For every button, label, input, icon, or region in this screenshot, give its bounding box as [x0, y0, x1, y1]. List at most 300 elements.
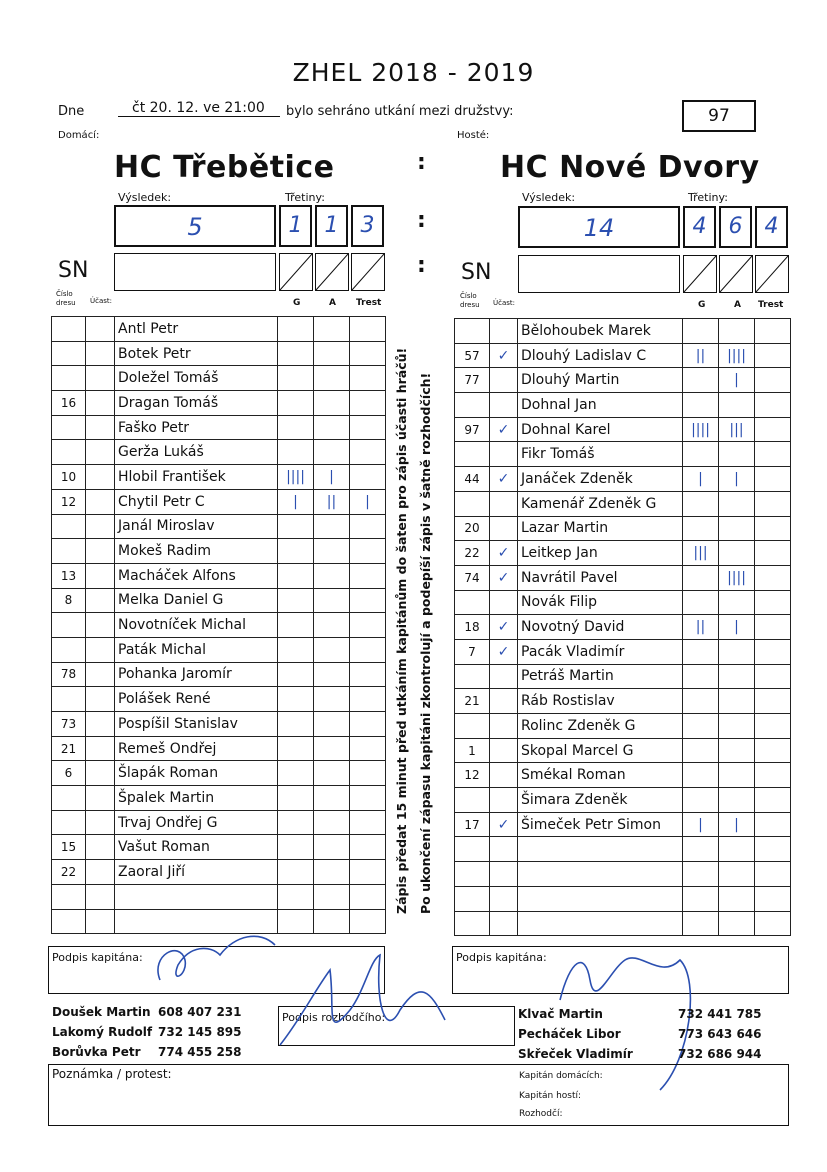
- player-a-cell[interactable]: [719, 689, 755, 714]
- player-num-cell[interactable]: [52, 687, 86, 712]
- player-num-cell[interactable]: 1: [455, 738, 490, 763]
- player-name-cell[interactable]: Vašut Roman: [115, 835, 278, 860]
- player-part-cell[interactable]: [490, 862, 518, 887]
- player-g-cell[interactable]: [683, 763, 719, 788]
- player-g-cell[interactable]: [683, 516, 719, 541]
- player-part-cell[interactable]: [490, 837, 518, 862]
- player-num-cell[interactable]: 44: [455, 467, 490, 492]
- player-name-cell[interactable]: Rolinc Zdeněk G: [518, 714, 683, 739]
- player-g-cell[interactable]: [278, 588, 314, 613]
- player-part-cell[interactable]: [490, 689, 518, 714]
- player-name-cell[interactable]: Novák Filip: [518, 590, 683, 615]
- player-g-cell[interactable]: [278, 514, 314, 539]
- player-num-cell[interactable]: 21: [52, 736, 86, 761]
- player-a-cell[interactable]: ||: [314, 489, 350, 514]
- player-g-cell[interactable]: [683, 837, 719, 862]
- player-t-cell[interactable]: [755, 664, 791, 689]
- player-t-cell[interactable]: [350, 909, 386, 934]
- player-a-cell[interactable]: |: [719, 467, 755, 492]
- player-g-cell[interactable]: [278, 761, 314, 786]
- player-num-cell[interactable]: 12: [52, 489, 86, 514]
- player-g-cell[interactable]: [278, 366, 314, 391]
- player-num-cell[interactable]: [52, 786, 86, 811]
- player-g-cell[interactable]: [278, 810, 314, 835]
- player-g-cell[interactable]: [278, 613, 314, 638]
- player-a-cell[interactable]: [719, 664, 755, 689]
- player-name-cell[interactable]: Gerža Lukáš: [115, 440, 278, 465]
- player-num-cell[interactable]: [52, 415, 86, 440]
- player-a-cell[interactable]: [719, 714, 755, 739]
- player-num-cell[interactable]: [52, 884, 86, 909]
- player-num-cell[interactable]: 10: [52, 465, 86, 490]
- player-a-cell[interactable]: [719, 590, 755, 615]
- player-t-cell[interactable]: [350, 366, 386, 391]
- player-name-cell[interactable]: [115, 884, 278, 909]
- player-t-cell[interactable]: [755, 738, 791, 763]
- player-num-cell[interactable]: [455, 590, 490, 615]
- player-a-cell[interactable]: |: [314, 465, 350, 490]
- player-t-cell[interactable]: [755, 565, 791, 590]
- player-t-cell[interactable]: [755, 886, 791, 911]
- player-part-cell[interactable]: [490, 393, 518, 418]
- player-part-cell[interactable]: [86, 712, 115, 737]
- player-a-cell[interactable]: ||||: [719, 343, 755, 368]
- player-name-cell[interactable]: Pohanka Jaromír: [115, 662, 278, 687]
- player-a-cell[interactable]: [314, 514, 350, 539]
- player-a-cell[interactable]: [314, 909, 350, 934]
- player-t-cell[interactable]: [350, 588, 386, 613]
- player-name-cell[interactable]: Šimeček Petr Simon: [518, 812, 683, 837]
- player-t-cell[interactable]: [755, 590, 791, 615]
- player-g-cell[interactable]: [278, 736, 314, 761]
- player-name-cell[interactable]: Janáček Zdeněk: [518, 467, 683, 492]
- player-g-cell[interactable]: [278, 440, 314, 465]
- player-g-cell[interactable]: [683, 368, 719, 393]
- player-g-cell[interactable]: ||||: [683, 417, 719, 442]
- player-t-cell[interactable]: [755, 368, 791, 393]
- player-name-cell[interactable]: Pacák Vladimír: [518, 639, 683, 664]
- player-num-cell[interactable]: 73: [52, 712, 86, 737]
- player-t-cell[interactable]: [350, 786, 386, 811]
- player-g-cell[interactable]: [278, 637, 314, 662]
- player-part-cell[interactable]: [86, 736, 115, 761]
- player-name-cell[interactable]: Pospíšil Stanislav: [115, 712, 278, 737]
- player-num-cell[interactable]: [455, 442, 490, 467]
- player-t-cell[interactable]: [350, 736, 386, 761]
- player-a-cell[interactable]: [314, 637, 350, 662]
- player-num-cell[interactable]: [455, 319, 490, 344]
- player-part-cell[interactable]: [490, 368, 518, 393]
- player-part-cell[interactable]: [490, 319, 518, 344]
- player-a-cell[interactable]: [314, 317, 350, 342]
- player-part-cell[interactable]: ✓: [490, 615, 518, 640]
- player-name-cell[interactable]: Špalek Martin: [115, 786, 278, 811]
- player-g-cell[interactable]: [278, 539, 314, 564]
- player-num-cell[interactable]: [52, 341, 86, 366]
- player-part-cell[interactable]: [86, 786, 115, 811]
- player-name-cell[interactable]: Šlapák Roman: [115, 761, 278, 786]
- player-num-cell[interactable]: [52, 514, 86, 539]
- player-g-cell[interactable]: [278, 662, 314, 687]
- player-t-cell[interactable]: [350, 712, 386, 737]
- player-g-cell[interactable]: [683, 788, 719, 813]
- player-t-cell[interactable]: [350, 662, 386, 687]
- player-name-cell[interactable]: Remeš Ondřej: [115, 736, 278, 761]
- player-g-cell[interactable]: |: [278, 489, 314, 514]
- player-part-cell[interactable]: [490, 491, 518, 516]
- player-num-cell[interactable]: 20: [455, 516, 490, 541]
- player-a-cell[interactable]: [719, 541, 755, 566]
- player-part-cell[interactable]: ✓: [490, 541, 518, 566]
- player-part-cell[interactable]: [86, 391, 115, 416]
- player-num-cell[interactable]: 57: [455, 343, 490, 368]
- player-num-cell[interactable]: [455, 664, 490, 689]
- player-num-cell[interactable]: [52, 366, 86, 391]
- player-part-cell[interactable]: [86, 687, 115, 712]
- player-part-cell[interactable]: [86, 835, 115, 860]
- player-t-cell[interactable]: [350, 687, 386, 712]
- player-part-cell[interactable]: [490, 911, 518, 936]
- player-num-cell[interactable]: 8: [52, 588, 86, 613]
- player-g-cell[interactable]: [683, 689, 719, 714]
- player-num-cell[interactable]: 16: [52, 391, 86, 416]
- player-num-cell[interactable]: 21: [455, 689, 490, 714]
- player-name-cell[interactable]: Navrátil Pavel: [518, 565, 683, 590]
- player-part-cell[interactable]: [86, 884, 115, 909]
- player-name-cell[interactable]: Macháček Alfons: [115, 563, 278, 588]
- player-a-cell[interactable]: [719, 911, 755, 936]
- player-g-cell[interactable]: [683, 442, 719, 467]
- player-t-cell[interactable]: [755, 467, 791, 492]
- player-name-cell[interactable]: Janál Miroslav: [115, 514, 278, 539]
- player-a-cell[interactable]: [719, 319, 755, 344]
- player-t-cell[interactable]: [755, 393, 791, 418]
- player-num-cell[interactable]: 97: [455, 417, 490, 442]
- player-part-cell[interactable]: [86, 341, 115, 366]
- player-t-cell[interactable]: [755, 714, 791, 739]
- player-a-cell[interactable]: |: [719, 812, 755, 837]
- player-g-cell[interactable]: [683, 565, 719, 590]
- player-a-cell[interactable]: [314, 687, 350, 712]
- player-num-cell[interactable]: [52, 909, 86, 934]
- player-t-cell[interactable]: [350, 613, 386, 638]
- player-num-cell[interactable]: 77: [455, 368, 490, 393]
- player-a-cell[interactable]: [719, 738, 755, 763]
- player-t-cell[interactable]: [755, 837, 791, 862]
- player-g-cell[interactable]: [278, 712, 314, 737]
- player-a-cell[interactable]: [719, 837, 755, 862]
- player-part-cell[interactable]: [86, 637, 115, 662]
- player-t-cell[interactable]: [755, 319, 791, 344]
- player-t-cell[interactable]: [755, 639, 791, 664]
- player-name-cell[interactable]: Zaoral Jiří: [115, 860, 278, 885]
- player-part-cell[interactable]: [86, 415, 115, 440]
- player-name-cell[interactable]: Hlobil František: [115, 465, 278, 490]
- player-part-cell[interactable]: [490, 738, 518, 763]
- player-name-cell[interactable]: Kamenář Zdeněk G: [518, 491, 683, 516]
- player-name-cell[interactable]: Dragan Tomáš: [115, 391, 278, 416]
- player-name-cell[interactable]: Faško Petr: [115, 415, 278, 440]
- player-part-cell[interactable]: [86, 860, 115, 885]
- player-num-cell[interactable]: [455, 788, 490, 813]
- player-a-cell[interactable]: [719, 886, 755, 911]
- player-num-cell[interactable]: [52, 539, 86, 564]
- player-part-cell[interactable]: [86, 810, 115, 835]
- player-part-cell[interactable]: [86, 465, 115, 490]
- player-num-cell[interactable]: [455, 714, 490, 739]
- player-num-cell[interactable]: 18: [455, 615, 490, 640]
- player-part-cell[interactable]: [490, 590, 518, 615]
- player-num-cell[interactable]: [455, 862, 490, 887]
- player-g-cell[interactable]: |: [683, 812, 719, 837]
- player-part-cell[interactable]: [86, 489, 115, 514]
- player-name-cell[interactable]: [518, 862, 683, 887]
- player-a-cell[interactable]: [719, 788, 755, 813]
- player-num-cell[interactable]: [455, 911, 490, 936]
- player-part-cell[interactable]: [86, 662, 115, 687]
- player-t-cell[interactable]: |: [350, 489, 386, 514]
- player-g-cell[interactable]: ||: [683, 343, 719, 368]
- player-g-cell[interactable]: [683, 491, 719, 516]
- player-g-cell[interactable]: [278, 317, 314, 342]
- player-g-cell[interactable]: ||||: [278, 465, 314, 490]
- player-name-cell[interactable]: Dohnal Karel: [518, 417, 683, 442]
- player-part-cell[interactable]: [86, 539, 115, 564]
- player-a-cell[interactable]: ||||: [719, 565, 755, 590]
- player-t-cell[interactable]: [350, 440, 386, 465]
- player-part-cell[interactable]: [490, 788, 518, 813]
- player-part-cell[interactable]: [86, 317, 115, 342]
- player-t-cell[interactable]: [350, 884, 386, 909]
- player-g-cell[interactable]: [683, 319, 719, 344]
- player-g-cell[interactable]: [683, 664, 719, 689]
- player-t-cell[interactable]: [350, 317, 386, 342]
- player-g-cell[interactable]: [683, 714, 719, 739]
- player-name-cell[interactable]: Melka Daniel G: [115, 588, 278, 613]
- player-a-cell[interactable]: |: [719, 615, 755, 640]
- player-num-cell[interactable]: 15: [52, 835, 86, 860]
- player-part-cell[interactable]: ✓: [490, 639, 518, 664]
- player-name-cell[interactable]: Mokeš Radim: [115, 539, 278, 564]
- player-name-cell[interactable]: Bělohoubek Marek: [518, 319, 683, 344]
- player-a-cell[interactable]: [719, 763, 755, 788]
- player-t-cell[interactable]: [350, 563, 386, 588]
- player-num-cell[interactable]: [52, 637, 86, 662]
- player-t-cell[interactable]: [755, 343, 791, 368]
- player-num-cell[interactable]: 22: [455, 541, 490, 566]
- player-t-cell[interactable]: [350, 539, 386, 564]
- player-part-cell[interactable]: [490, 886, 518, 911]
- player-a-cell[interactable]: [314, 786, 350, 811]
- player-num-cell[interactable]: [52, 810, 86, 835]
- player-part-cell[interactable]: [86, 440, 115, 465]
- player-g-cell[interactable]: [278, 835, 314, 860]
- player-g-cell[interactable]: [683, 590, 719, 615]
- player-a-cell[interactable]: [314, 884, 350, 909]
- player-num-cell[interactable]: [455, 837, 490, 862]
- player-a-cell[interactable]: [314, 415, 350, 440]
- player-a-cell[interactable]: [719, 516, 755, 541]
- player-t-cell[interactable]: [755, 491, 791, 516]
- player-name-cell[interactable]: Skopal Marcel G: [518, 738, 683, 763]
- player-name-cell[interactable]: Botek Petr: [115, 341, 278, 366]
- player-num-cell[interactable]: 12: [455, 763, 490, 788]
- player-a-cell[interactable]: [719, 442, 755, 467]
- player-name-cell[interactable]: Novotníček Michal: [115, 613, 278, 638]
- player-part-cell[interactable]: [490, 763, 518, 788]
- player-g-cell[interactable]: [278, 687, 314, 712]
- player-part-cell[interactable]: [86, 761, 115, 786]
- player-g-cell[interactable]: [278, 786, 314, 811]
- player-g-cell[interactable]: [683, 393, 719, 418]
- player-name-cell[interactable]: Polášek René: [115, 687, 278, 712]
- player-part-cell[interactable]: ✓: [490, 565, 518, 590]
- player-num-cell[interactable]: [455, 491, 490, 516]
- player-a-cell[interactable]: [314, 835, 350, 860]
- player-num-cell[interactable]: 13: [52, 563, 86, 588]
- player-t-cell[interactable]: [350, 415, 386, 440]
- player-a-cell[interactable]: [314, 736, 350, 761]
- notes-box[interactable]: [48, 1064, 789, 1126]
- player-num-cell[interactable]: 6: [52, 761, 86, 786]
- player-a-cell[interactable]: [719, 862, 755, 887]
- player-a-cell[interactable]: [314, 613, 350, 638]
- player-name-cell[interactable]: Dlouhý Martin: [518, 368, 683, 393]
- player-num-cell[interactable]: 22: [52, 860, 86, 885]
- player-a-cell[interactable]: [314, 366, 350, 391]
- player-part-cell[interactable]: ✓: [490, 417, 518, 442]
- player-num-cell[interactable]: 78: [52, 662, 86, 687]
- player-part-cell[interactable]: [490, 714, 518, 739]
- player-t-cell[interactable]: [755, 442, 791, 467]
- player-g-cell[interactable]: ||: [683, 615, 719, 640]
- player-num-cell[interactable]: [455, 393, 490, 418]
- player-t-cell[interactable]: [350, 810, 386, 835]
- player-name-cell[interactable]: Trvaj Ondřej G: [115, 810, 278, 835]
- player-a-cell[interactable]: [314, 860, 350, 885]
- player-t-cell[interactable]: [350, 637, 386, 662]
- player-name-cell[interactable]: Dohnal Jan: [518, 393, 683, 418]
- player-a-cell[interactable]: [719, 639, 755, 664]
- player-t-cell[interactable]: [755, 812, 791, 837]
- player-a-cell[interactable]: [719, 393, 755, 418]
- player-name-cell[interactable]: [518, 837, 683, 862]
- player-t-cell[interactable]: [755, 862, 791, 887]
- player-a-cell[interactable]: [314, 810, 350, 835]
- player-num-cell[interactable]: [52, 317, 86, 342]
- player-a-cell[interactable]: [314, 761, 350, 786]
- player-part-cell[interactable]: [86, 909, 115, 934]
- player-name-cell[interactable]: Petráš Martin: [518, 664, 683, 689]
- player-name-cell[interactable]: Leitkep Jan: [518, 541, 683, 566]
- player-num-cell[interactable]: 17: [455, 812, 490, 837]
- player-part-cell[interactable]: [86, 366, 115, 391]
- player-g-cell[interactable]: [278, 391, 314, 416]
- player-num-cell[interactable]: [455, 886, 490, 911]
- player-g-cell[interactable]: [278, 860, 314, 885]
- player-part-cell[interactable]: ✓: [490, 812, 518, 837]
- date-field[interactable]: čt 20. 12. ve 21:00: [118, 100, 280, 117]
- player-t-cell[interactable]: [350, 465, 386, 490]
- player-num-cell[interactable]: [52, 613, 86, 638]
- player-t-cell[interactable]: [350, 761, 386, 786]
- player-name-cell[interactable]: Novotný David: [518, 615, 683, 640]
- player-part-cell[interactable]: [490, 442, 518, 467]
- player-t-cell[interactable]: [755, 911, 791, 936]
- player-t-cell[interactable]: [755, 516, 791, 541]
- player-name-cell[interactable]: [518, 886, 683, 911]
- player-part-cell[interactable]: [490, 516, 518, 541]
- player-t-cell[interactable]: [350, 860, 386, 885]
- player-name-cell[interactable]: Šimara Zdeněk: [518, 788, 683, 813]
- player-a-cell[interactable]: |: [719, 368, 755, 393]
- player-name-cell[interactable]: Smékal Roman: [518, 763, 683, 788]
- player-g-cell[interactable]: [278, 884, 314, 909]
- player-a-cell[interactable]: |||: [719, 417, 755, 442]
- player-num-cell[interactable]: 74: [455, 565, 490, 590]
- player-a-cell[interactable]: [314, 391, 350, 416]
- player-name-cell[interactable]: Doležel Tomáš: [115, 366, 278, 391]
- player-name-cell[interactable]: Ráb Rostislav: [518, 689, 683, 714]
- player-name-cell[interactable]: Paták Michal: [115, 637, 278, 662]
- player-t-cell[interactable]: [755, 417, 791, 442]
- player-a-cell[interactable]: [314, 440, 350, 465]
- player-g-cell[interactable]: [683, 911, 719, 936]
- player-t-cell[interactable]: [755, 615, 791, 640]
- player-num-cell[interactable]: 7: [455, 639, 490, 664]
- player-g-cell[interactable]: [278, 341, 314, 366]
- player-g-cell[interactable]: [278, 563, 314, 588]
- player-part-cell[interactable]: [490, 664, 518, 689]
- player-num-cell[interactable]: [52, 440, 86, 465]
- player-name-cell[interactable]: Lazar Martin: [518, 516, 683, 541]
- player-g-cell[interactable]: [683, 862, 719, 887]
- player-part-cell[interactable]: [86, 514, 115, 539]
- player-t-cell[interactable]: [350, 341, 386, 366]
- player-t-cell[interactable]: [350, 391, 386, 416]
- player-t-cell[interactable]: [755, 788, 791, 813]
- player-a-cell[interactable]: [314, 588, 350, 613]
- player-g-cell[interactable]: [683, 886, 719, 911]
- player-part-cell[interactable]: [86, 563, 115, 588]
- player-t-cell[interactable]: [350, 514, 386, 539]
- player-name-cell[interactable]: Chytil Petr C: [115, 489, 278, 514]
- player-g-cell[interactable]: [683, 738, 719, 763]
- player-name-cell[interactable]: Antl Petr: [115, 317, 278, 342]
- player-g-cell[interactable]: |: [683, 467, 719, 492]
- player-a-cell[interactable]: [314, 662, 350, 687]
- player-name-cell[interactable]: Dlouhý Ladislav C: [518, 343, 683, 368]
- player-t-cell[interactable]: [755, 689, 791, 714]
- player-a-cell[interactable]: [314, 563, 350, 588]
- player-g-cell[interactable]: [278, 415, 314, 440]
- player-name-cell[interactable]: Fikr Tomáš: [518, 442, 683, 467]
- player-g-cell[interactable]: [683, 639, 719, 664]
- player-t-cell[interactable]: [755, 763, 791, 788]
- player-part-cell[interactable]: ✓: [490, 343, 518, 368]
- player-a-cell[interactable]: [314, 341, 350, 366]
- player-g-cell[interactable]: |||: [683, 541, 719, 566]
- player-a-cell[interactable]: [314, 539, 350, 564]
- player-part-cell[interactable]: [86, 613, 115, 638]
- player-part-cell[interactable]: ✓: [490, 467, 518, 492]
- player-t-cell[interactable]: [755, 541, 791, 566]
- player-name-cell[interactable]: [518, 911, 683, 936]
- player-a-cell[interactable]: [314, 712, 350, 737]
- player-t-cell[interactable]: [350, 835, 386, 860]
- player-a-cell[interactable]: [719, 491, 755, 516]
- player-part-cell[interactable]: [86, 588, 115, 613]
